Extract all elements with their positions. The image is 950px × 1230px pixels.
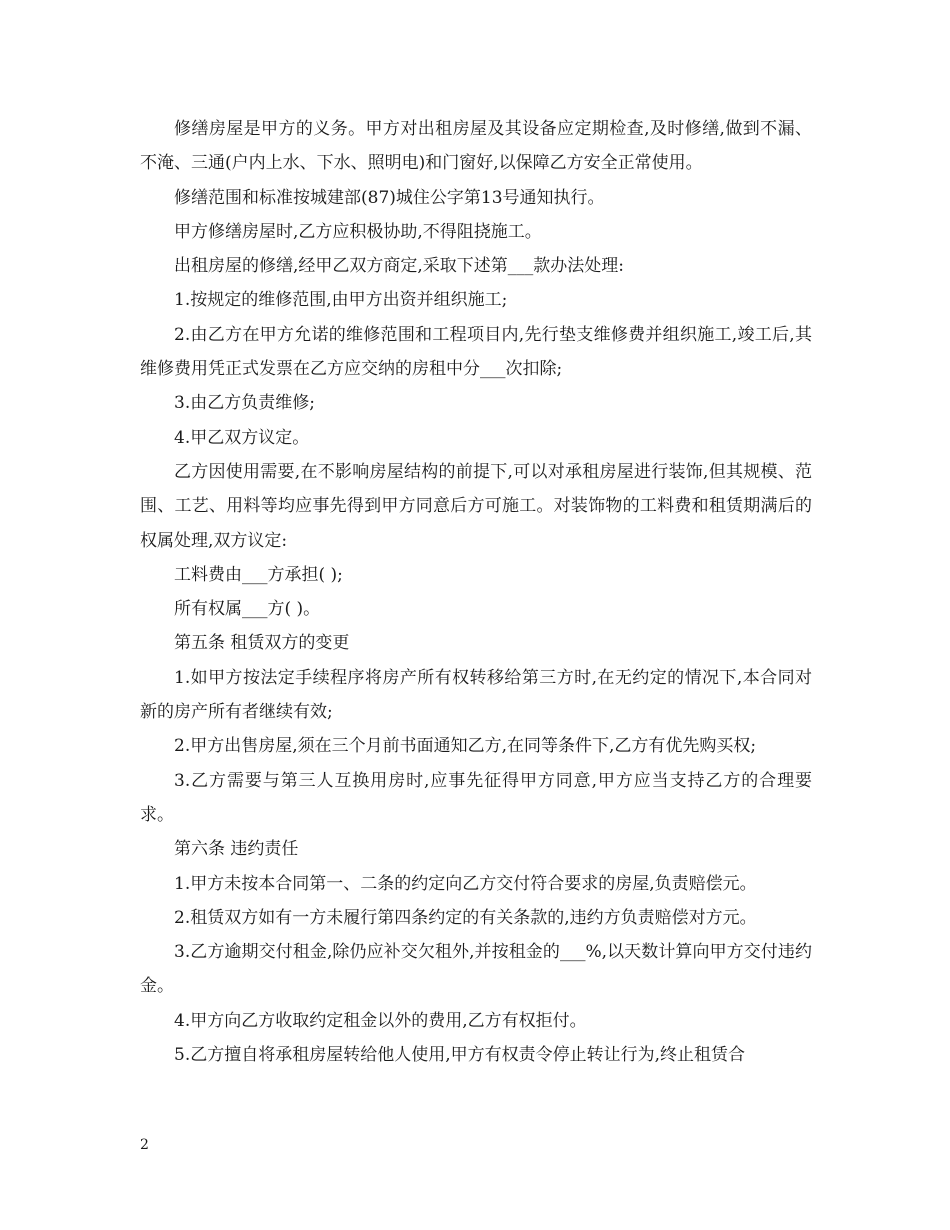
list-item: 1.按规定的维修范围,由甲方出资并组织施工; <box>174 290 508 311</box>
list-item: 2.由乙方在甲方允诺的维修范围和工程项目内,先行垫支维修费并组织施工,竣工后,其维修费用凭正式发票在乙方应交纳的房租中分___次扣除; <box>140 324 812 380</box>
paragraph: 甲方修缮房屋时,乙方应积极协助,不得阻挠施工。 <box>174 221 542 242</box>
paragraph: 所有权属___方( )。 <box>174 599 321 620</box>
list-item: 3.乙方逾期交付租金,除仍应补交欠租外,并按租金的___%,以天数计算向甲方交付违约金。 <box>140 942 812 997</box>
list-item: 2.甲方出售房屋,须在三个月前书面通知乙方,在同等条件下,乙方有优先购买权; <box>174 736 757 757</box>
list-item: 3.乙方需要与第三人互换用房时,应事先征得甲方同意,甲方应当支持乙方的合理要求。 <box>140 770 812 825</box>
section-heading: 第五条 租赁双方的变更 <box>174 633 350 654</box>
document-body <box>140 112 812 1072</box>
paragraph: 修缮范围和标准按城建部(87)城住公字第13号通知执行。 <box>174 187 605 208</box>
list-item: 2.租赁双方如有一方未履行第四条约定的有关条款的,违约方负责赔偿对方元。 <box>174 907 757 928</box>
paragraph: 乙方因使用需要,在不影响房屋结构的前提下,可以对承租房屋进行装饰,但其规模、范围、工艺、用料等均应事先得到甲方同意后方可施工。对装饰物的工料费和租赁期满后的权属处理,双方议定: <box>140 461 812 551</box>
page-number: 2 <box>140 1137 149 1153</box>
list-item: 5.乙方擅自将承租房屋转给他人使用,甲方有权责令停止转让行为,终止租赁合 <box>174 1045 746 1066</box>
paragraph: 出租房屋的修缮,经甲乙双方商定,采取下述第___款办法处理: <box>174 256 625 277</box>
paragraph: 工料费由___方承担( ); <box>174 564 343 585</box>
list-item: 3.由乙方负责维修; <box>174 393 315 414</box>
paragraph: 修缮房屋是甲方的义务。甲方对出租房屋及其设备应定期检查,及时修缮,做到不漏、不淹、三通(户内上水、下水、照明电)和门窗好,以保障乙方安全正常使用。 <box>140 119 812 174</box>
section-heading: 第六条 违约责任 <box>174 839 299 860</box>
list-item: 4.甲乙双方议定。 <box>174 427 310 448</box>
list-item: 1.甲方未按本合同第一、二条的约定向乙方交付符合要求的房屋,负责赔偿元。 <box>174 873 757 894</box>
list-item: 1.如甲方按法定手续程序将房产所有权转移给第三方时,在无约定的情况下,本合同对新的房产所有者继续有效; <box>140 667 812 723</box>
list-item: 4.甲方向乙方收取约定租金以外的费用,乙方有权拒付。 <box>174 1010 587 1031</box>
